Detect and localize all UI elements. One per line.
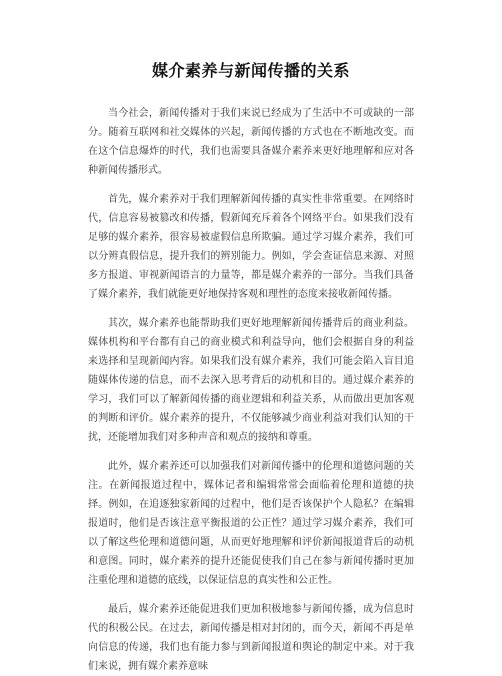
paragraph-last: 最后，媒介素养还能促进我们更加积极地参与新闻传播，成为信息时代的积极公民。在过去，新闻传播是相对封闭的，而今天，新闻不再是单向信息的传递，我们也有能力参与到新闻报道和舆论的制定中来。对于我们来说，拥有媒介素养意味 [88, 604, 414, 672]
paragraph-third: 此外，媒介素养还可以加强我们对新闻传播中的伦理和道德问题的关注。在新闻报道过程中，媒体记者和编辑常常会面临着伦理和道德的抉择。例如，在追逐独家新闻的过程中，他们是否该保护个人隐私？在编辑报道时，他们是否该注意平衡报道的公正性？通过学习媒介素养，我们可以了解这些伦理和道德问题，从而更好地理解和评价新闻报道背后的动机和意图。同时，媒介素养的提升还能促使我们自己在参与新闻传播时更加注重伦理和道德的底线，以保证信息的真实性和公正性。 [88, 461, 414, 586]
paragraph-first: 首先，媒介素养对于我们理解新闻传播的真实性非常重要。在网络时代，信息容易被篡改和传播，假新闻充斥着各个网络平台。如果我们没有足够的媒介素养，很容易被虚假信息所欺骗。通过学习媒介素养，我们可以分辨真假信息，提升我们的辨别能力。例如，学会查证信息来源、对照多方报道、审视新闻语言的力量等，都是媒介素养的一部分。当我们具备了媒介素养，我们就能更好地保持客观和理性的态度来接收新闻传播。 [88, 194, 414, 300]
document-title: 媒介素养与新闻传播的关系 [151, 61, 350, 80]
paragraph-intro: 当今社会，新闻传播对于我们来说已经成为了生活中不可或缺的一部分。随着互联网和社交媒体的兴起，新闻传播的方式也在不断地改变。而在这个信息爆炸的时代，我们也需要具备媒介素养来更好地理解和应对各种新闻传播形式。 [88, 108, 414, 176]
paragraph-second: 其次，媒介素养也能帮助我们更好地理解新闻传播背后的商业利益。媒体机构和平台都有自己的商业模式和利益导向，他们会根据自身的利益来选择和呈现新闻内容。如果我们没有媒介素养，我们可能会陷入盲目追随媒体传递的信息，而不去深入思考背后的动机和目的。通过媒介素养的学习，我们可以了解新闻传播的商业逻辑和利益关系，从而做出更加客观的判断和评价。媒介素养的提升，不仅能够减少商业利益对我们认知的干扰，还能增加我们对多种声音和观点的接纳和尊重。 [88, 318, 414, 443]
